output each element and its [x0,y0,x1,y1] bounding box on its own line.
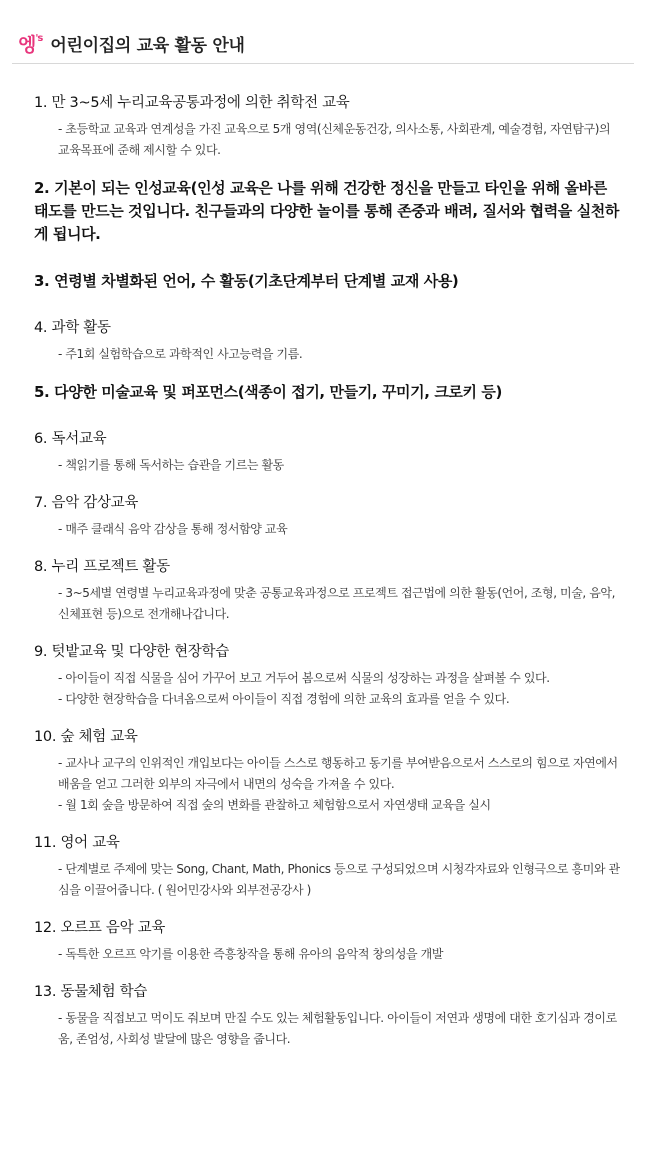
section-heading: 7. 음악 감상교육 [34,495,139,511]
brand-logo: 엥$^{'s}$ [18,33,43,56]
list-item [34,492,620,540]
section-description: - 아이들이 직접 식물을 심어 가꾸어 보고 거두어 봄으로써 식물의 성장하는 과정을 살펴볼 수 있다. [58,671,550,685]
section-description: - 3~5세별 연령별 누리교육과정에 맞춘 공통교육과정으로 프로젝트 접근법에 의한 활동(언어, 조형, 미술, 음악, 신체표현 등)으로 전개해나갑니다. [58,586,616,621]
section-heading: 11. 영어 교육 [34,835,120,851]
section-description: - 다양한 현장학습을 다녀옴으로써 아이들이 직접 경험에 의한 교육의 효과를 얻을 수 있다. [58,692,510,706]
section-description: - 주1회 실험학습으로 과학적인 사고능력을 기름. [58,347,303,361]
list-item [34,92,620,161]
list-item [34,317,620,365]
list-item [34,381,620,404]
section-heading: 4. 과학 활동 [34,320,111,336]
list-item [34,917,620,965]
section-description: - 독특한 오르프 악기를 이용한 즉흥창작을 통해 유아의 음악적 창의성을 개발 [58,947,444,961]
list-item [34,270,620,293]
section-description: - 월 1회 숲을 방문하여 직접 숲의 변화를 관찰하고 체험함으로서 자연생태 교육을 실시 [58,798,491,812]
section-heading: 6. 독서교육 [34,431,107,447]
page-header [18,28,245,58]
list-item [34,177,620,246]
section-heading: 9. 텃밭교육 및 다양한 현장학습 [34,644,229,660]
section-description: - 책읽기를 통해 독서하는 습관을 기르는 활동 [58,458,284,472]
section-description: - 동물을 직접보고 먹이도 줘보며 만질 수도 있는 체험활동입니다. 아이들이 저연과 생명에 대한 호기심과 경이로움, 존엄성, 사회성 발달에 많은 영향을 줍니다. [58,1011,617,1046]
list-item [34,981,620,1050]
section-description: - 초등학교 교육과 연계성을 가진 교육으로 5개 영역(신체운동건강, 의사소통, 사회관계, 예술경험, 자연탐구)의 교육목표에 준해 제시할 수 있다. [58,122,611,157]
section-heading: 3. 연령별 차별화된 언어, 수 활동(기초단계부터 단계별 교재 사용) [34,272,459,290]
section-description: - 교사나 교구의 인위적인 개입보다는 아이들 스스로 행동하고 동기를 부여받음으로서 스스로의 힘으로 자연에서 배움을 얻고 그러한 외부의 자극에서 내면의 성숙을 가져올 수 있다. [58,756,618,791]
section-heading: 8. 누리 프로젝트 활동 [34,559,170,575]
list-item [34,832,620,901]
header-divider [12,63,634,64]
section-heading: 2. 기본이 되는 인성교육(인성 교육은 나를 위해 건강한 정신을 만들고 타인을 위해 올바른 태도를 만드는 것입니다. 친구들과의 다양한 놀이를 통해 존중과 배려, 질서와 협력을 실천하게 됩니다. [34,179,619,243]
section-heading: 12. 오르프 음악 교육 [34,920,166,936]
section-heading: 10. 숲 체험 교육 [34,729,138,745]
section-heading: 13. 동물체험 학습 [34,984,148,1000]
page-title: 어린이집의 교육 활동 안내 [50,35,245,56]
list-item [34,726,620,816]
section-heading: 1. 만 3~5세 누리교육공통과정에 의한 취학전 교육 [34,95,350,111]
list-item [34,556,620,625]
section-description: - 매주 클래식 음악 감상을 통해 정서함양 교육 [58,522,288,536]
list-item [34,641,620,710]
activity-list [34,92,620,1066]
section-description: - 단계별로 주제에 맞는 Song, Chant, Math, Phonics 등으로 구성되었으며 시청각자료와 인형극으로 흥미와 관심을 이끌어줍니다. ( 원어민강사와 외부전공강사 ) [58,862,620,897]
list-item [34,428,620,476]
section-heading: 5. 다양한 미술교육 및 퍼포먼스(색종이 접기, 만들기, 꾸미기, 크로키 등) [34,383,502,401]
